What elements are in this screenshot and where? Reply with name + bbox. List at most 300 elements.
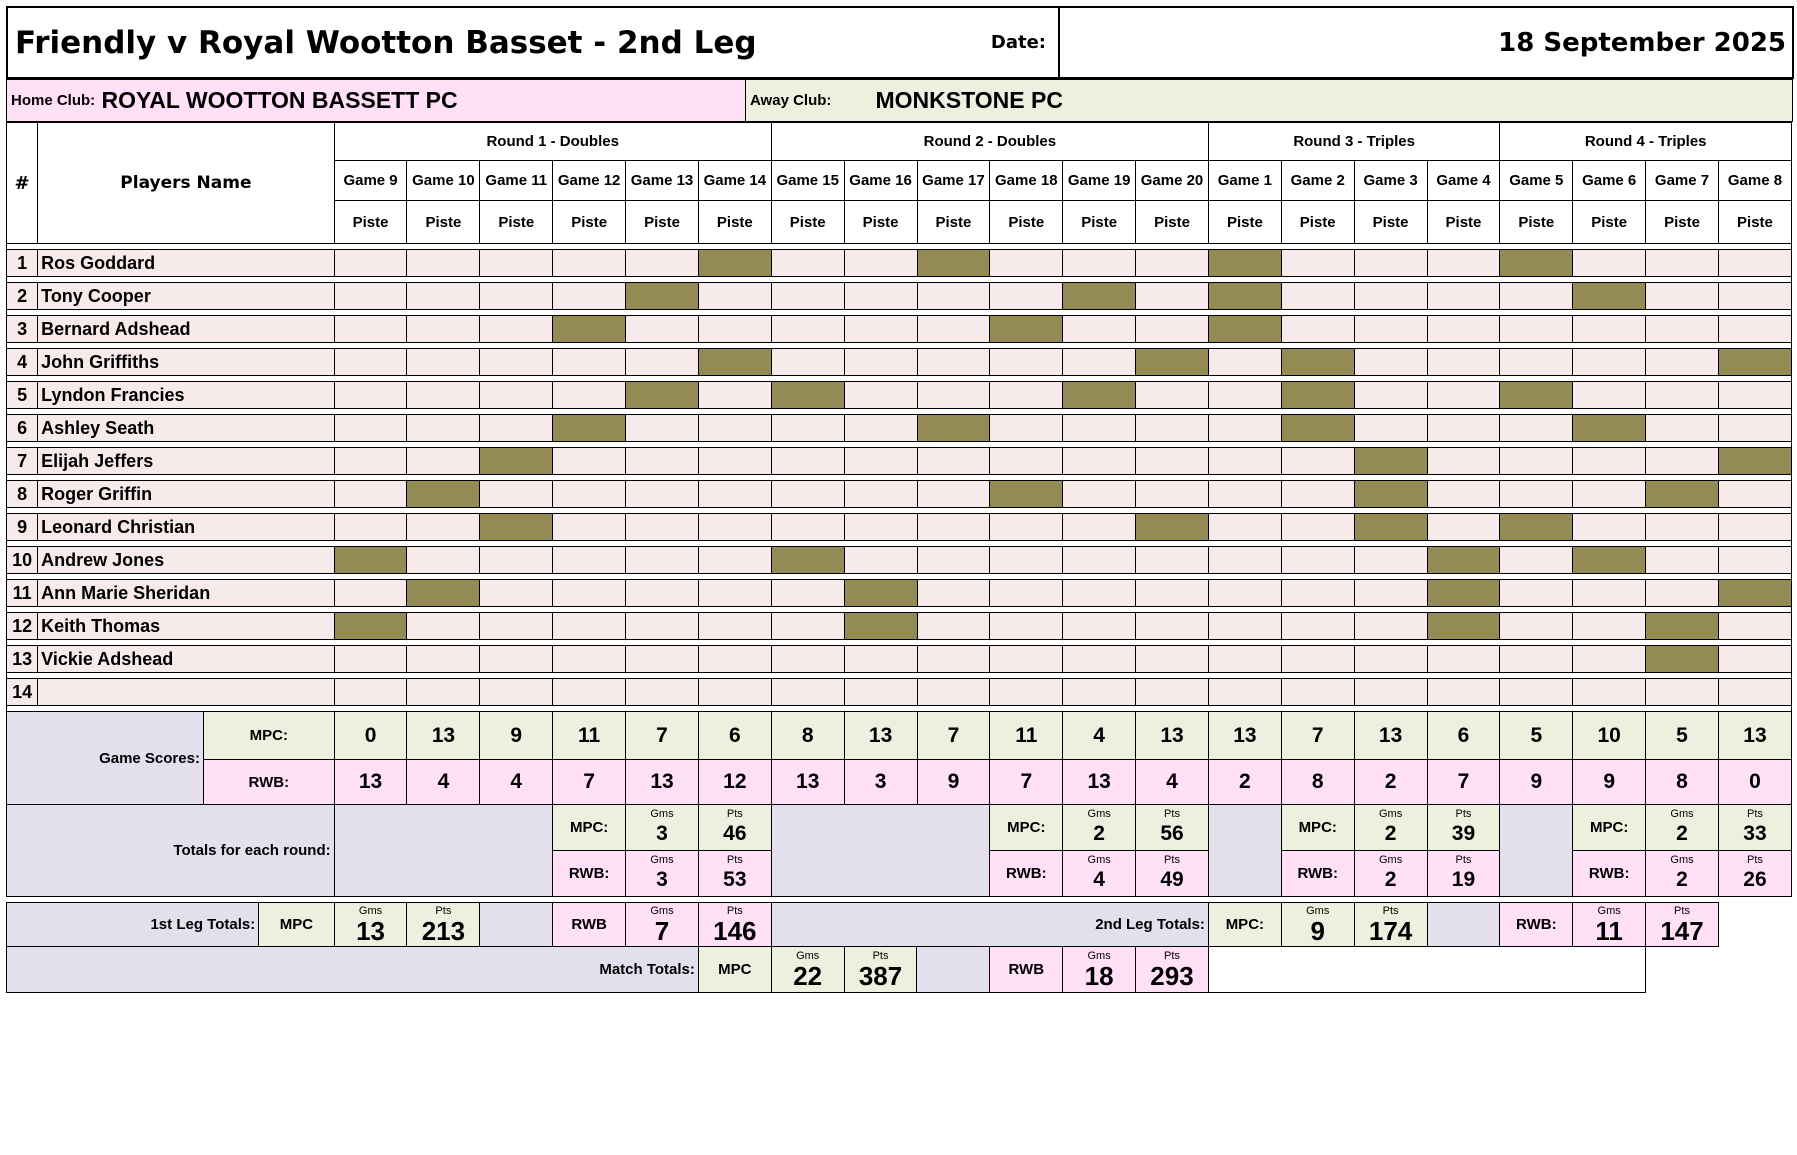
empty-cell [626,415,699,442]
empty-cell [917,547,990,574]
player-name: Leonard Christian [38,514,334,541]
home-club-name: ROYAL WOOTTON BASSETT PC [102,80,746,122]
assigned-cell [1208,316,1281,343]
assigned-cell [1646,646,1719,673]
player-name: Roger Griffin [38,481,334,508]
empty-cell [917,613,990,640]
round-mpc-points [1427,805,1500,851]
empty-cell [1281,514,1354,541]
empty-cell [1646,547,1719,574]
empty-cell [553,250,626,277]
empty-cell [1354,580,1427,607]
match-mpc-points [844,947,917,993]
round-rwb-points-value: 26 [1743,868,1767,891]
rwb-game-score: 4 [1136,760,1209,805]
empty-cell [1281,250,1354,277]
assigned-cell [1500,382,1573,409]
player-name: Ashley Seath [38,415,334,442]
piste-header: Piste [407,201,480,244]
piste-header: Piste [698,201,771,244]
empty-cell [1718,250,1791,277]
assigned-cell [1136,349,1209,376]
empty-cell [1573,679,1646,706]
empty-cell [990,349,1063,376]
empty-cell [1646,580,1719,607]
empty-cell [844,646,917,673]
piste-header: Piste [1063,201,1136,244]
assigned-cell [1136,514,1209,541]
assigned-cell [1208,283,1281,310]
assigned-cell [771,547,844,574]
mpc-game-score: 13 [407,712,480,760]
empty-cell [771,580,844,607]
empty-cell [626,250,699,277]
rwb-game-score: 13 [626,760,699,805]
player-row [7,382,1792,409]
empty-cell [1354,250,1427,277]
empty-cell [1427,316,1500,343]
empty-cell [917,448,990,475]
empty-cell [480,613,553,640]
assigned-cell [1573,283,1646,310]
mpc-game-score: 7 [917,712,990,760]
empty-cell [1136,547,1209,574]
piste-header: Piste [1208,201,1281,244]
empty-cell [990,448,1063,475]
empty-cell [698,448,771,475]
player-row [7,349,1792,376]
empty-cell [334,250,407,277]
rwb-game-score: 7 [553,760,626,805]
leg2-gap [1427,903,1500,947]
empty-cell [407,316,480,343]
empty-cell [771,448,844,475]
player-name [38,679,334,706]
empty-cell [1573,349,1646,376]
empty-cell [917,481,990,508]
empty-cell [1646,415,1719,442]
empty-cell [1646,316,1719,343]
empty-cell [1208,382,1281,409]
empty-cell [480,481,553,508]
empty-cell [1573,448,1646,475]
mpc-game-score: 6 [1427,712,1500,760]
leg2-rwb-label: RWB: [1500,903,1573,947]
pts-label: Pts [435,905,452,917]
player-row [7,514,1792,541]
empty-cell [407,448,480,475]
assigned-cell [990,316,1063,343]
empty-cell [844,514,917,541]
game-header: Game 18 [990,161,1063,201]
mpc-game-score: 7 [626,712,699,760]
empty-cell [1136,316,1209,343]
empty-cell [1063,580,1136,607]
empty-cell [1208,547,1281,574]
empty-cell [844,448,917,475]
assigned-cell [1354,448,1427,475]
assigned-cell [334,613,407,640]
empty-cell [1063,646,1136,673]
empty-cell [1500,448,1573,475]
piste-header: Piste [1573,201,1646,244]
empty-cell [917,646,990,673]
mpc-game-score: 13 [844,712,917,760]
total-sub-label: Pts [726,808,743,820]
total-sub-label: Pts [1164,808,1180,820]
rwb-game-score: 8 [1646,760,1719,805]
game-scores-label: Game Scores: [7,712,204,805]
empty-cell [480,250,553,277]
gms-label: Gms [1306,905,1330,917]
assigned-cell [1500,250,1573,277]
empty-cell [1063,316,1136,343]
empty-cell [844,415,917,442]
round-mpc-label: MPC: [990,805,1063,851]
assigned-cell [1354,514,1427,541]
player-row [7,283,1792,310]
game-header: Game 14 [698,161,771,201]
game-header: Game 15 [771,161,844,201]
empty-cell [698,514,771,541]
player-number: 8 [7,481,38,508]
empty-cell [1646,448,1719,475]
leg2-totals-label: 2nd Leg Totals: [771,903,1208,947]
assigned-cell [1718,448,1791,475]
empty-cell [1573,613,1646,640]
empty-cell [1136,613,1209,640]
empty-cell [1427,646,1500,673]
player-number: 14 [7,679,38,706]
empty-cell [407,547,480,574]
empty-cell [1063,481,1136,508]
rwb-game-score: 13 [771,760,844,805]
empty-cell [1573,316,1646,343]
match-mpc-games [771,947,844,993]
piste-header: Piste [1136,201,1209,244]
empty-cell [1208,349,1281,376]
rwb-game-score: 3 [844,760,917,805]
empty-cell [1354,547,1427,574]
empty-cell [334,679,407,706]
empty-cell [407,283,480,310]
total-sub-label: Gms [1378,808,1403,820]
empty-cell [1427,514,1500,541]
total-sub-label: Pts [1455,854,1472,866]
rwb-game-score: 7 [990,760,1063,805]
leg1-mpc-games [334,903,407,947]
leg2-mpc-pts-value: 174 [1368,916,1413,946]
empty-cell [1646,250,1719,277]
empty-cell [1063,448,1136,475]
round-mpc-points-value: 46 [723,822,747,845]
assigned-cell [1281,349,1354,376]
empty-cell [1063,250,1136,277]
piste-header: Piste [1718,201,1791,244]
empty-cell [407,679,480,706]
empty-cell [1208,613,1281,640]
leg2-rwb-pts-value: 147 [1660,916,1704,946]
leg1-mpc-pts-value: 213 [421,916,466,946]
player-row [7,679,1792,706]
player-number: 3 [7,316,38,343]
match-rwb-gms-value: 18 [1084,961,1114,991]
leg1-mpc-label: MPC [259,903,334,947]
assigned-cell [917,250,990,277]
empty-cell [1718,382,1791,409]
empty-cell [1573,250,1646,277]
assigned-cell [1718,349,1791,376]
rwb-game-score: 2 [1208,760,1281,805]
round-rwb-games-value: 2 [1676,868,1688,891]
empty-cell [1500,316,1573,343]
total-sub-label: Gms [650,854,674,866]
piste-header: Piste [480,201,553,244]
player-number: 12 [7,613,38,640]
empty-cell [844,382,917,409]
assigned-cell [626,382,699,409]
empty-cell [1573,514,1646,541]
round-3-header: Round 3 - Triples [1208,123,1499,161]
empty-cell [1208,448,1281,475]
empty-cell [1500,679,1573,706]
empty-cell [407,415,480,442]
player-number: 11 [7,580,38,607]
date-label: Date: [972,7,1059,78]
assigned-cell [844,580,917,607]
empty-cell [1136,448,1209,475]
round-rwb-points-value: 49 [1160,868,1184,891]
piste-header: Piste [771,201,844,244]
assigned-cell [1281,415,1354,442]
player-name: Keith Thomas [38,613,334,640]
gms-label: Gms [796,950,820,962]
game-header: Game 5 [1500,161,1573,201]
leg1-totals-label: 1st Leg Totals: [7,903,259,947]
empty-cell [553,382,626,409]
game-header: Game 3 [1354,161,1427,201]
total-sub-label: Pts [1455,808,1472,820]
empty-cell [1208,514,1281,541]
empty-cell [334,316,407,343]
leg1-rwb-label: RWB [553,903,626,947]
assigned-cell [698,349,771,376]
total-sub-label: Pts [1164,854,1180,866]
empty-cell [1063,679,1136,706]
empty-cell [1208,580,1281,607]
total-sub-label: Gms [1087,854,1111,866]
empty-cell [1208,679,1281,706]
empty-cell [844,250,917,277]
empty-cell [771,415,844,442]
empty-cell [1136,283,1209,310]
assigned-cell [1573,415,1646,442]
round-4-header: Round 4 - Triples [1500,123,1792,161]
leg2-mpc-gms-value: 9 [1310,916,1325,946]
game-header: Game 1 [1208,161,1281,201]
player-row [7,580,1792,607]
empty-cell [334,283,407,310]
leg2-mpc-label: MPC: [1208,903,1281,947]
empty-cell [771,283,844,310]
title-block [6,6,1794,79]
empty-cell [990,646,1063,673]
piste-header: Piste [917,201,990,244]
empty-cell [1208,481,1281,508]
empty-cell [407,514,480,541]
empty-cell [334,580,407,607]
empty-cell [1718,283,1791,310]
empty-cell [698,679,771,706]
assigned-cell [917,415,990,442]
player-name: John Griffiths [38,349,334,376]
empty-cell [771,250,844,277]
empty-cell [334,514,407,541]
empty-cell [990,547,1063,574]
mpc-game-score: 4 [1063,712,1136,760]
total-sub-label: Pts [1747,854,1763,866]
assigned-cell [1646,481,1719,508]
empty-cell [1063,613,1136,640]
rwb-game-score: 7 [1427,760,1500,805]
player-row [7,481,1792,508]
gms-label: Gms [650,905,674,917]
piste-header: Piste [553,201,626,244]
mpc-game-score: 10 [1573,712,1646,760]
empty-cell [553,349,626,376]
empty-cell [1281,448,1354,475]
empty-cell [553,547,626,574]
round-rwb-label: RWB: [553,851,626,897]
game-header: Game 13 [626,161,699,201]
empty-cell [1281,283,1354,310]
empty-cell [1136,580,1209,607]
round-mpc-points [1136,805,1209,851]
empty-cell [480,580,553,607]
empty-cell [480,415,553,442]
empty-cell [1718,316,1791,343]
round-totals-gap [1500,805,1573,897]
empty-cell [990,580,1063,607]
empty-cell [990,415,1063,442]
club-strip [6,79,1793,122]
empty-cell [1354,382,1427,409]
round-mpc-label: MPC: [1573,805,1646,851]
round-rwb-games [1354,851,1427,897]
assigned-cell [553,316,626,343]
empty-cell [1063,547,1136,574]
mpc-game-score: 5 [1500,712,1573,760]
gms-label: Gms [1087,950,1111,962]
leg2-rwb-games [1573,903,1646,947]
empty-cell [1573,382,1646,409]
assigned-cell [553,415,626,442]
empty-cell [480,283,553,310]
pts-label: Pts [726,905,743,917]
round-totals-gap [334,805,553,897]
empty-cell [1500,415,1573,442]
empty-cell [771,349,844,376]
empty-cell [1573,481,1646,508]
round-totals-gap [771,805,990,897]
game-scores-rwb-label: RWB: [203,760,334,805]
empty-cell [626,316,699,343]
piste-header: Piste [1427,201,1500,244]
round-rwb-games [1646,851,1719,897]
number-header: # [7,123,38,244]
game-header: Game 9 [334,161,407,201]
assigned-cell [480,514,553,541]
assigned-cell [407,580,480,607]
empty-cell [1136,481,1209,508]
assigned-cell [1208,250,1281,277]
empty-cell [698,547,771,574]
date-value: 18 September 2025 [1059,7,1793,78]
empty-cell [1281,316,1354,343]
empty-cell [1063,349,1136,376]
empty-cell [334,349,407,376]
round-mpc-points [698,805,771,851]
mpc-game-score: 9 [480,712,553,760]
rwb-game-score: 12 [698,760,771,805]
game-header: Game 19 [1063,161,1136,201]
empty-cell [1646,514,1719,541]
empty-cell [990,250,1063,277]
empty-cell [1500,580,1573,607]
player-row [7,448,1792,475]
empty-cell [480,382,553,409]
piste-header: Piste [990,201,1063,244]
player-number: 9 [7,514,38,541]
round-mpc-points [1718,805,1791,851]
empty-cell [1136,382,1209,409]
player-row [7,547,1792,574]
empty-cell [1427,415,1500,442]
empty-cell [1281,547,1354,574]
empty-cell [626,580,699,607]
match-blank [1208,947,1645,993]
leg1-gap [480,903,553,947]
player-row [7,250,1792,277]
leg2-mpc-points [1354,903,1427,947]
player-number: 6 [7,415,38,442]
empty-cell [771,481,844,508]
empty-cell [553,646,626,673]
empty-cell [1427,349,1500,376]
empty-cell [844,349,917,376]
leg1-rwb-gms-value: 7 [654,916,670,946]
match-rwb-points [1136,947,1209,993]
empty-cell [1136,250,1209,277]
piste-header: Piste [1500,201,1573,244]
empty-cell [334,646,407,673]
rwb-game-score: 13 [334,760,407,805]
match-totals-label: Match Totals: [7,947,699,993]
home-club-label: Home Club: [7,80,102,122]
assigned-cell [480,448,553,475]
total-sub-label: Gms [650,808,674,820]
round-rwb-label: RWB: [1573,851,1646,897]
empty-cell [844,547,917,574]
empty-cell [407,646,480,673]
leg1-mpc-gms-value: 13 [356,916,385,946]
sheet-title: Friendly v Royal Wootton Basset - 2nd Leg [7,7,972,78]
piste-header: Piste [1354,201,1427,244]
game-header: Game 20 [1136,161,1209,201]
empty-cell [917,679,990,706]
empty-cell [334,382,407,409]
empty-cell [844,679,917,706]
